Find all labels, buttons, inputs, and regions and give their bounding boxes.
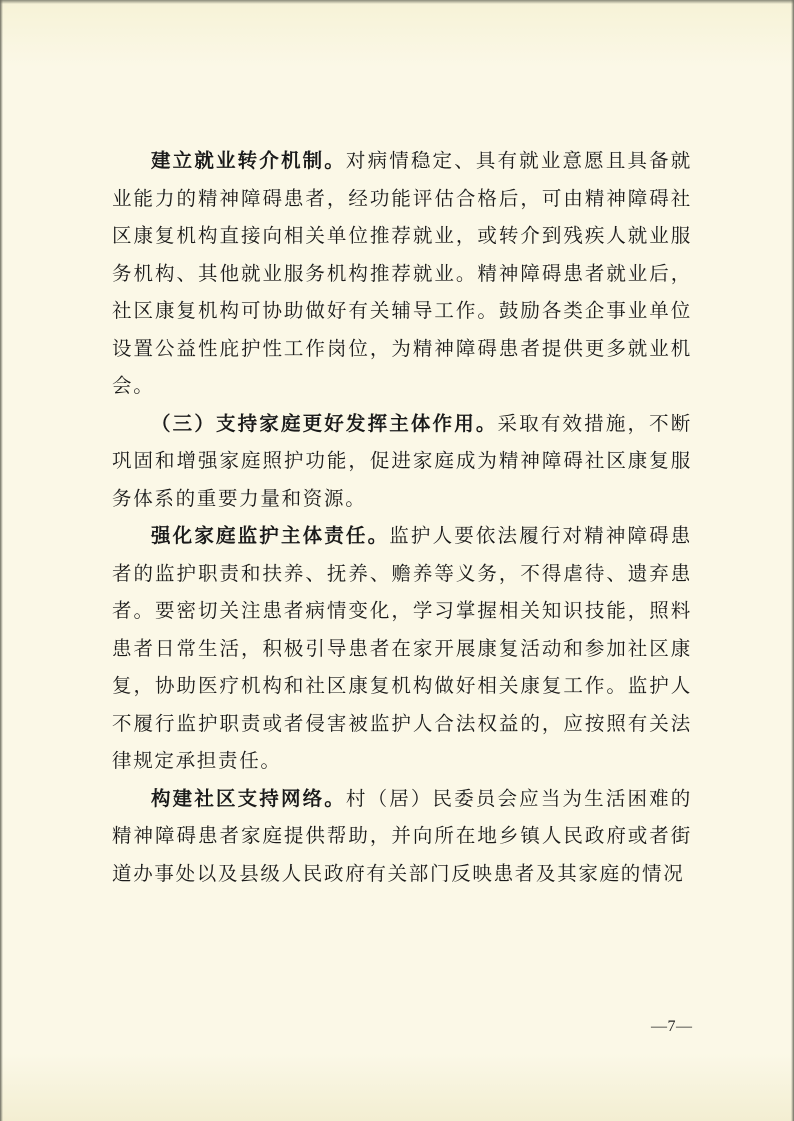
paragraph-family-role [112, 405, 692, 518]
paragraph-text: 采取有效措施，不断巩固和增强家庭照护功能，促进家庭成为精神障碍社区康复服务体系的重要力量和资源。 [112, 411, 692, 510]
page-number: —7— [651, 1018, 693, 1035]
paragraph-guardian-responsibility [112, 517, 692, 780]
document-body [112, 142, 692, 892]
scan-edge-top [0, 0, 794, 4]
paragraph-community-network [112, 780, 692, 893]
paragraph-text: 对病情稳定、具有就业意愿且具备就业能力的精神障碍患者，经功能评估合格后，可由精神障碍社区康复机构直接向相关单位推荐就业，或转介到残疾人就业服务机构、其他就业服务机构推荐就业。精神障碍患者就业后，社区康复机构可协助做好有关辅导工作。鼓励各类企事业单位设置公益性庇护性工作岗位，为精神障碍患者提供更多就业机会。 [112, 149, 692, 397]
paragraph-heading: 构建社区支持网络。 [151, 786, 346, 810]
paragraph-heading: 强化家庭监护主体责任。 [151, 524, 390, 547]
section-heading: （三）支持家庭更好发挥主体作用。 [151, 411, 498, 435]
scan-edge-left [0, 0, 3, 1121]
paragraph-text: 监护人要依法履行对精神障碍患者的监护职责和扶养、抚养、赡养等义务，不得虐待、遗弃患者。要密切关注患者病情变化，学习掌握相关知识技能，照料患者日常生活，积极引导患者在家开展康复活动和参加社区康复，协助医疗机构和社区康复机构做好相关康复工作。监护人不履行监护职责或者侵害被监护人合法权益的，应按照有关法律规定承担责任。 [112, 524, 693, 772]
paragraph-heading: 建立就业转介机制。 [151, 149, 346, 172]
paragraph-employment-referral [112, 142, 692, 405]
paragraph-text: 村（居）民委员会应当为生活困难的精神障碍患者家庭提供帮助，并向所在地乡镇人民政府或者街道办事处以及县级人民政府有关部门反映患者及其家庭的情况 [112, 786, 692, 885]
